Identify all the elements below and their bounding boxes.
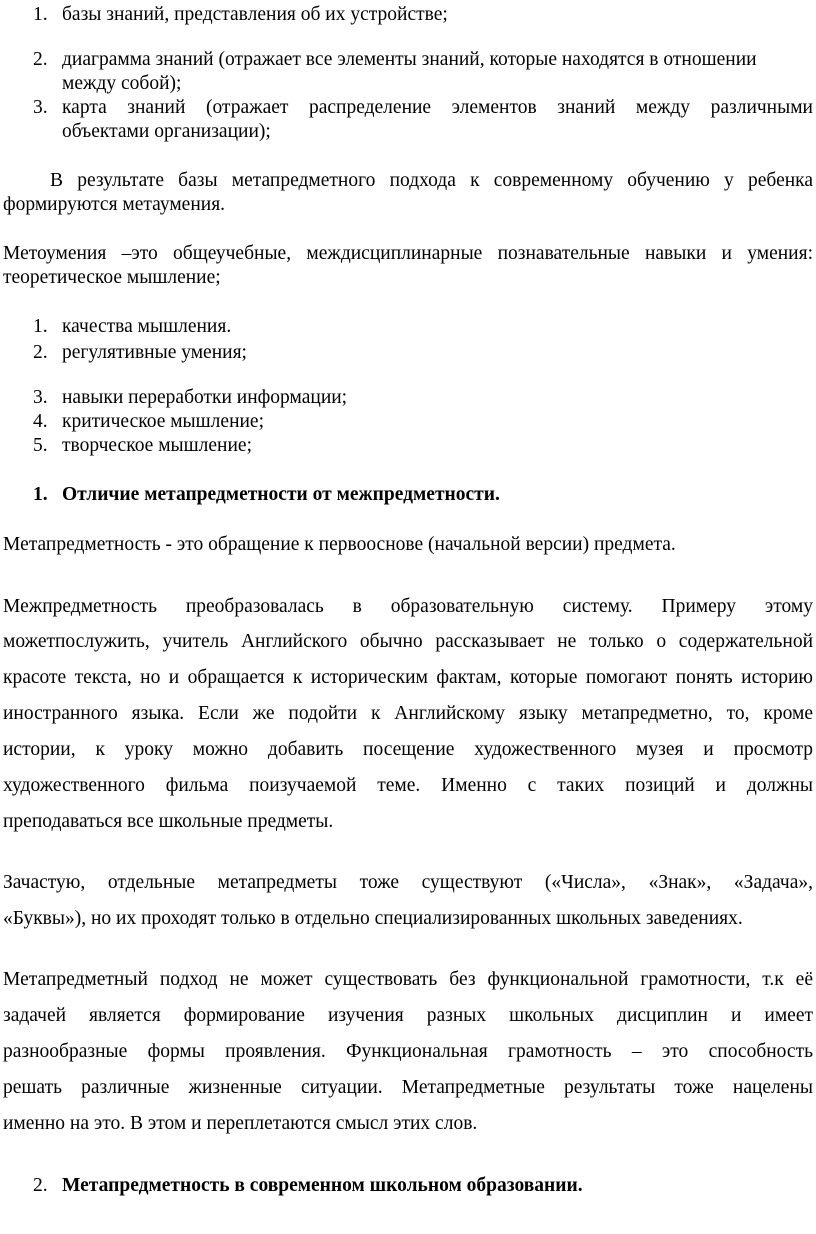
list-number: 4.: [33, 411, 48, 432]
heading-text: Отличие метапредметности от межпредметности.: [62, 484, 500, 505]
list-text: регулятивные умения;: [62, 342, 247, 363]
list-text: критическое мышление;: [62, 411, 265, 432]
list-text: объектами организации);: [62, 121, 271, 142]
list-number: 2.: [33, 342, 48, 363]
list-text: карта знаний (отражает распределение элементов знаний между различными: [62, 97, 813, 118]
list-number: 1.: [33, 4, 48, 25]
list-text: диаграмма знаний (отражает все элементы знаний, которые находятся в отношении: [62, 49, 757, 70]
heading-text: Метапредметность в современном школьном образовании.: [62, 1175, 583, 1196]
list-text: качества мышления.: [62, 316, 232, 337]
list-text: между собой);: [62, 73, 182, 94]
list-text: базы знаний, представления об их устройстве;: [62, 4, 448, 25]
list-number: 1.: [33, 316, 48, 337]
list-number: 2.: [33, 49, 48, 70]
heading-number: 2.: [33, 1175, 48, 1196]
list-number: 5.: [33, 435, 48, 456]
list-text: навыки переработки информации;: [62, 387, 348, 408]
list-number: 3.: [33, 387, 48, 408]
list-text: творческое мышление;: [62, 435, 253, 456]
heading-number: 1.: [33, 484, 48, 505]
list-number: 3.: [33, 97, 48, 118]
